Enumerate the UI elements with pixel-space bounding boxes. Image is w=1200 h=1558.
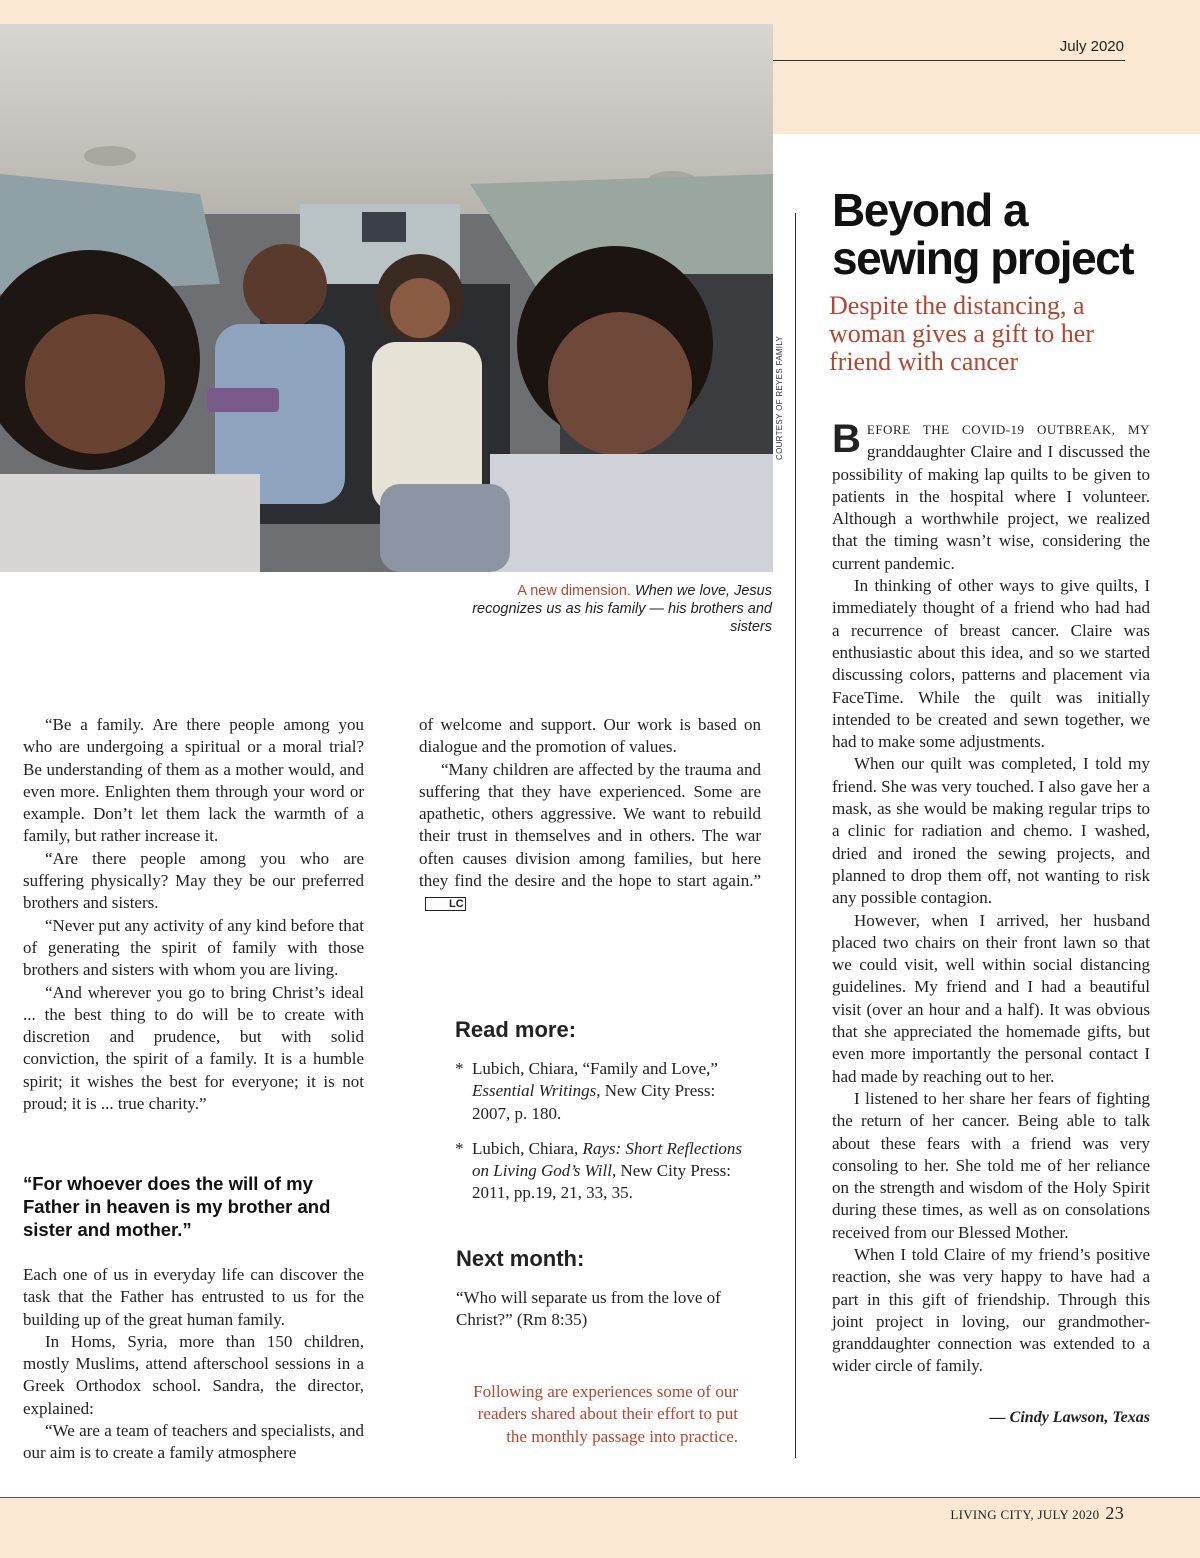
body-paragraph: of welcome and support. Our work is based on dialogue and the promotion of values. — [419, 715, 761, 757]
body-paragraph: “Be a family. Are there people among you who are undergoing a spiritual or a moral trial? Be understanding of them as a mother would, and even more. Enlighten them through your word or example. Don’t let them lack the warmth of a family, but rather increase it. — [23, 715, 364, 846]
article-signature: — Cindy Lawson, Texas — [989, 1409, 1150, 1426]
reference-title: Rays: Short Reflections on Living God’s Will — [472, 1138, 743, 1181]
date-rule — [773, 60, 1125, 61]
footer-rule — [0, 1497, 1200, 1498]
reference-item — [455, 1058, 755, 1125]
drop-cap: B — [832, 417, 861, 461]
body-paragraph: “Never put any activity of any kind before that of generating the spirit of family with those brothers and sisters with whom you are living. — [23, 915, 364, 980]
article-paragraph: When I told Claire of my friend’s positive reaction, she was very happy to have had a part in this gift of friendship. Through this joint project in loving, our grandmother-granddaughter connection was extended to a wider circle of family. — [832, 1244, 1150, 1376]
paragraph-text: “Many children are affected by the trauma and suffering that they have experienced. Some are apathetic, others aggressive. We want to rebuild their trust in themselves and in others. The war often causes division among families, but here they find the desire and the hope to start again.” — [419, 759, 761, 891]
article-paragraph: In thinking of other ways to give quilts, I immediately thought of a friend who had had a recurrence of breast cancer. Claire was enthusiastic about this idea, and so we started discussing colors, patterns and placement via FaceTime. While the quilt was initially intended to be created and sewn together, we had to make some adjustments. — [832, 576, 1150, 752]
article-body — [832, 418, 1150, 1378]
left-column-continued — [23, 1264, 364, 1465]
reference-item — [455, 1138, 755, 1205]
experiences-note: Following are experiences some of our readers shared about their effort to put the monthly passage into practice. — [473, 1382, 738, 1446]
end-logo: LC — [425, 897, 466, 911]
article-paragraph: When our quilt was completed, I told my friend. She was very touched. I also gave her a mask, as she would be making regular trips to a clinic for radiation and chemo. I washed, dried and ironed the sewing projects, and planned to drop them off, not wanting to risk any possible contagion. — [832, 754, 1150, 908]
bullet-star: * — [455, 1059, 464, 1078]
body-paragraph: “Are there people among you who are suffering physically? May they be our preferred brothers and sisters. — [23, 848, 364, 913]
body-paragraph — [419, 759, 761, 915]
body-paragraph: Each one of us in everyday life can discover the task that the Father has entrusted to us for the building up of the great human family. — [23, 1265, 364, 1329]
read-more-title: Read more: — [455, 1017, 577, 1042]
body-paragraph: “We are a team of teachers and specialists, and our aim is to create a family atmosphere — [23, 1421, 364, 1463]
reference-publisher: , New City Press: 2011, pp.19, 21, 33, 35. — [472, 1161, 731, 1203]
caption-text: When we love, Jesus recognizes us as his family — his brothers and sisters — [472, 583, 772, 635]
next-month-text: “Who will separate us from the love of Christ?” (Rm 8:35) — [456, 1288, 721, 1330]
bullet-star: * — [455, 1138, 464, 1158]
left-column — [23, 714, 364, 1115]
middle-column — [419, 714, 761, 915]
reference-title: Essential Writings — [472, 1081, 597, 1101]
caption-lead: A new dimension. — [517, 583, 631, 599]
body-paragraph: In Homs, Syria, more than 150 children, mostly Muslims, attend afterschool sessions in a Greek Orthodox school. Sandra, the director, explained: — [23, 1331, 364, 1418]
next-month-title: Next month: — [456, 1246, 585, 1271]
page-footer — [950, 1503, 1124, 1524]
article-paragraph — [832, 418, 1150, 575]
reference-author: Lubich, Chiara, “Family and Love,” — [472, 1059, 718, 1078]
reference-author: Lubich, Chiara, — [472, 1138, 583, 1158]
photo-credit: COURTESY OF REYES FAMILY — [775, 335, 784, 460]
read-more-list — [455, 1058, 755, 1218]
article-dek: Despite the distancing, a woman gives a gift to her friend with cancer — [829, 291, 1094, 376]
reference-publisher: , New City Press: 2007, p. 180. — [472, 1081, 716, 1123]
photo-caption — [472, 582, 772, 636]
page-number: 23 — [1105, 1503, 1124, 1523]
magazine-issue: LIVING CITY, JULY 2020 — [950, 1507, 1100, 1522]
article-paragraph: I listened to her share her fears of fighting the return of her cancer. Being able to talk about these fears with a friend was very consoling to her. She told me of her reliance on the strength and wisdom of the Holy Spirit during these times, as well as on consolations received from our Blessed Mother. — [832, 1088, 1150, 1242]
paragraph-text: granddaughter Claire and I discussed the possibility of making lap quilts to be given to patients in the hospital where I volunteer. Although a worthwhile project, we realized that the timing wasn’t wise, considering the current pandemic. — [832, 442, 1150, 573]
article-paragraph: However, when I arrived, her husband placed two chairs on their front lawn so that we could visit, well within social distancing guidelines. My friend and I had a beautiful visit (over an hour and a half). It was obvious that she appreciated the homemade gifts, but even more importantly the personal contact I had made by reaching out to her. — [832, 910, 1150, 1086]
family-photo — [0, 24, 773, 572]
body-paragraph: “And wherever you go to bring Christ’s ideal ... the best thing to do will be to create with discretion and prudence, but with solid conviction, the spirit of a family. It is a humble spirit; it wishes the best for everyone; it is not proud; it is ... true charity.” — [23, 982, 364, 1114]
article-headline: Beyond a sewing project — [832, 184, 1134, 284]
pull-quote: “For whoever does the will of my Father in heaven is my brother and sister and mother.” — [23, 1173, 331, 1240]
column-rule — [795, 213, 796, 1458]
header-band — [773, 0, 1200, 134]
lead-in: EFORE THE COVID-19 OUTBREAK, MY — [866, 422, 1150, 437]
issue-date: July 2020 — [1059, 38, 1124, 55]
